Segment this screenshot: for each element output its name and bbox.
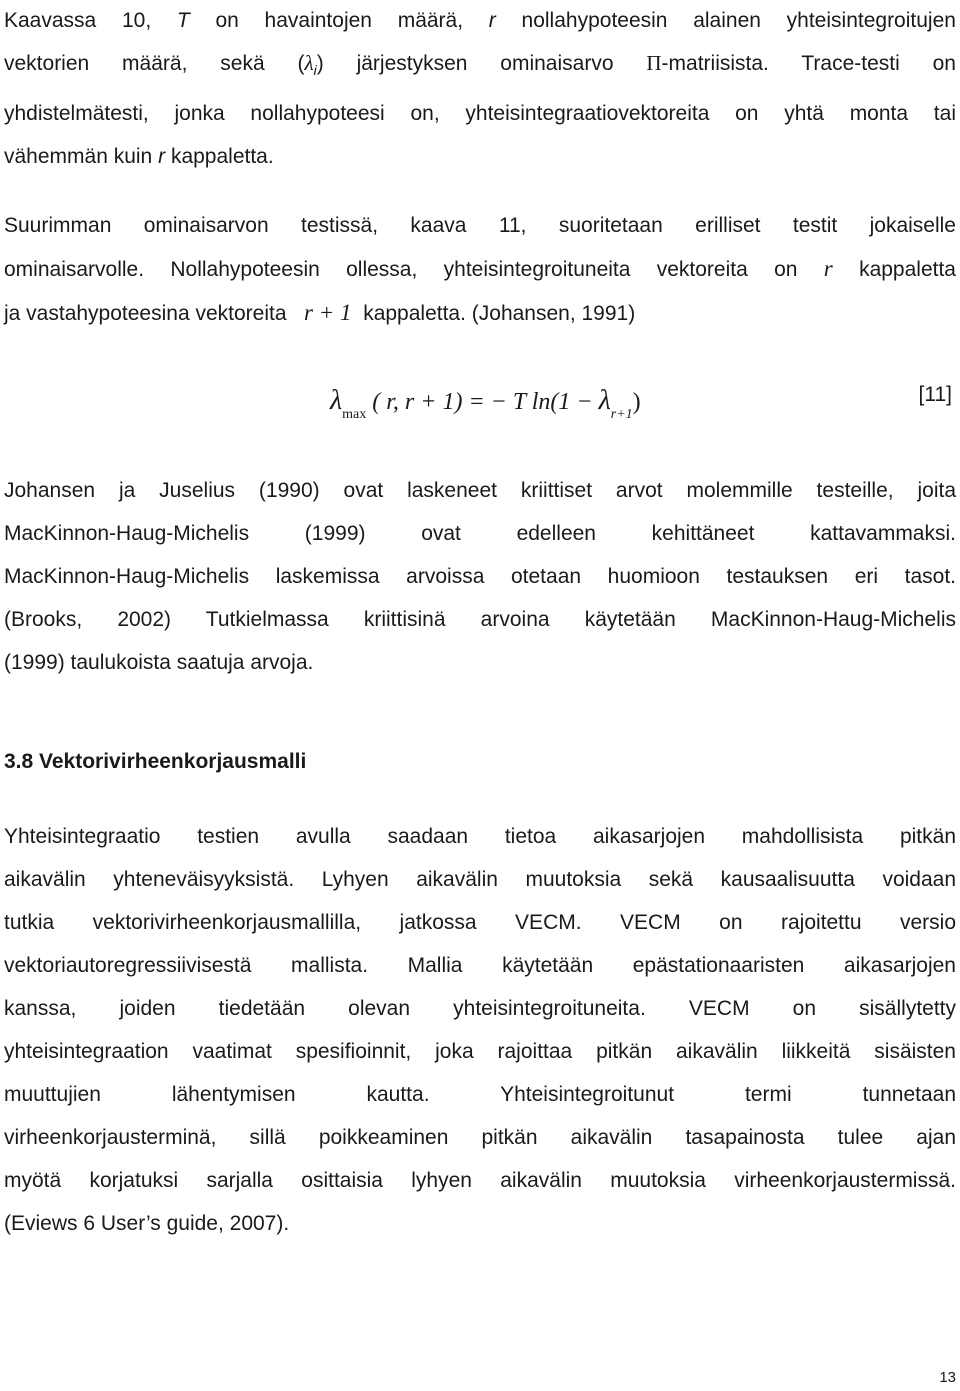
text-line: vähemmän kuin r kappaletta. <box>4 145 274 169</box>
text-line: virheenkorjausterminä, sillä poikkeaminen pitkän aikavälin tasapainosta tulee ajan <box>4 1126 956 1149</box>
equation-number: [11] <box>918 383 952 406</box>
text-line: Kaavassa 10, T on havaintojen määrä, r nollahypoteesin alainen yhteisintegroitujen <box>4 9 956 32</box>
text-line: aikavälin yhteneväisyyksistä. Lyhyen aikavälin muutoksia sekä kausaalisuutta voidaan <box>4 868 956 891</box>
text-line: Johansen ja Juselius (1990) ovat laskeneet kriittiset arvot molemmille testeille, joita <box>4 479 956 502</box>
text-line: Suurimman ominaisarvon testissä, kaava 11, suoritetaan erilliset testit jokaiselle <box>4 214 956 237</box>
section-heading: 3.8 Vektorivirheenkorjausmalli <box>4 750 307 773</box>
text-line: tutkia vektorivirheenkorjausmallilla, jatkossa VECM. VECM on rajoitettu versio <box>4 911 956 934</box>
paragraph-max-eigenvalue-test <box>4 204 956 335</box>
text-line: myötä korjatuksi sarjalla osittaisia lyhyen aikavälin muutoksia virheenkorjaustermissä. <box>4 1169 956 1192</box>
text-line: (Eviews 6 User’s guide, 2007). <box>4 1212 290 1235</box>
text-line: (1999) taulukoista saatuja arvoja. <box>4 651 314 674</box>
text-line: MacKinnon-Haug-Michelis (1999) ovat edelleen kehittäneet kattavammaksi. <box>4 522 956 545</box>
text-line: ominaisarvolle. Nollahypoteesin ollessa, yhteisintegroituneita vektoreita on r kappaletta <box>4 256 956 281</box>
equation-11 <box>4 385 956 435</box>
text-line: Yhteisintegraatio testien avulla saadaan tietoa aikasarjojen mahdollisista pitkän <box>4 825 956 848</box>
text-line: ja vastahypoteesina vektoreita r + 1 kappaletta. (Johansen, 1991) <box>4 300 636 325</box>
text-line: kanssa, joiden tiedetään olevan yhteisintegroituneita. VECM on sisällytetty <box>4 997 956 1020</box>
text-line: vektorien määrä, sekä $(\lambda_i)$ järjestyksen ominaisarvo Π-matriisista. Trace-testi on <box>4 51 956 79</box>
paragraph-critical-values <box>4 469 956 684</box>
text-line: vektoriautoregressiivisestä mallista. Mallia käytetään epästationaaristen aikasarjojen <box>4 954 956 977</box>
paragraph-vecm <box>4 815 956 1245</box>
paragraph-trace-test <box>4 0 956 178</box>
page-number: 13 <box>939 1369 956 1386</box>
equation-formula: $\lambda_{max}$ ( r, r + 1) = − T $\ln(1 - \lambda_{r+1})$ <box>330 385 641 422</box>
text-line: muuttujien lähentymisen kautta. Yhteisintegroitunut termi tunnetaan <box>4 1083 956 1106</box>
text-line: yhteisintegraation vaatimat spesifioinnit, joka rajoittaa pitkän aikavälin liikkeitä sisäisten <box>4 1040 956 1063</box>
text-line: (Brooks, 2002) Tutkielmassa kriittisinä arvoina käytetään MacKinnon-Haug-Michelis <box>4 608 956 631</box>
text-line: MacKinnon-Haug-Michelis laskemissa arvoissa otetaan huomioon testauksen eri tasot. <box>4 565 956 588</box>
text-line: yhdistelmätesti, jonka nollahypoteesi on, yhteisintegraatiovektoreita on yhtä monta tai <box>4 102 956 126</box>
